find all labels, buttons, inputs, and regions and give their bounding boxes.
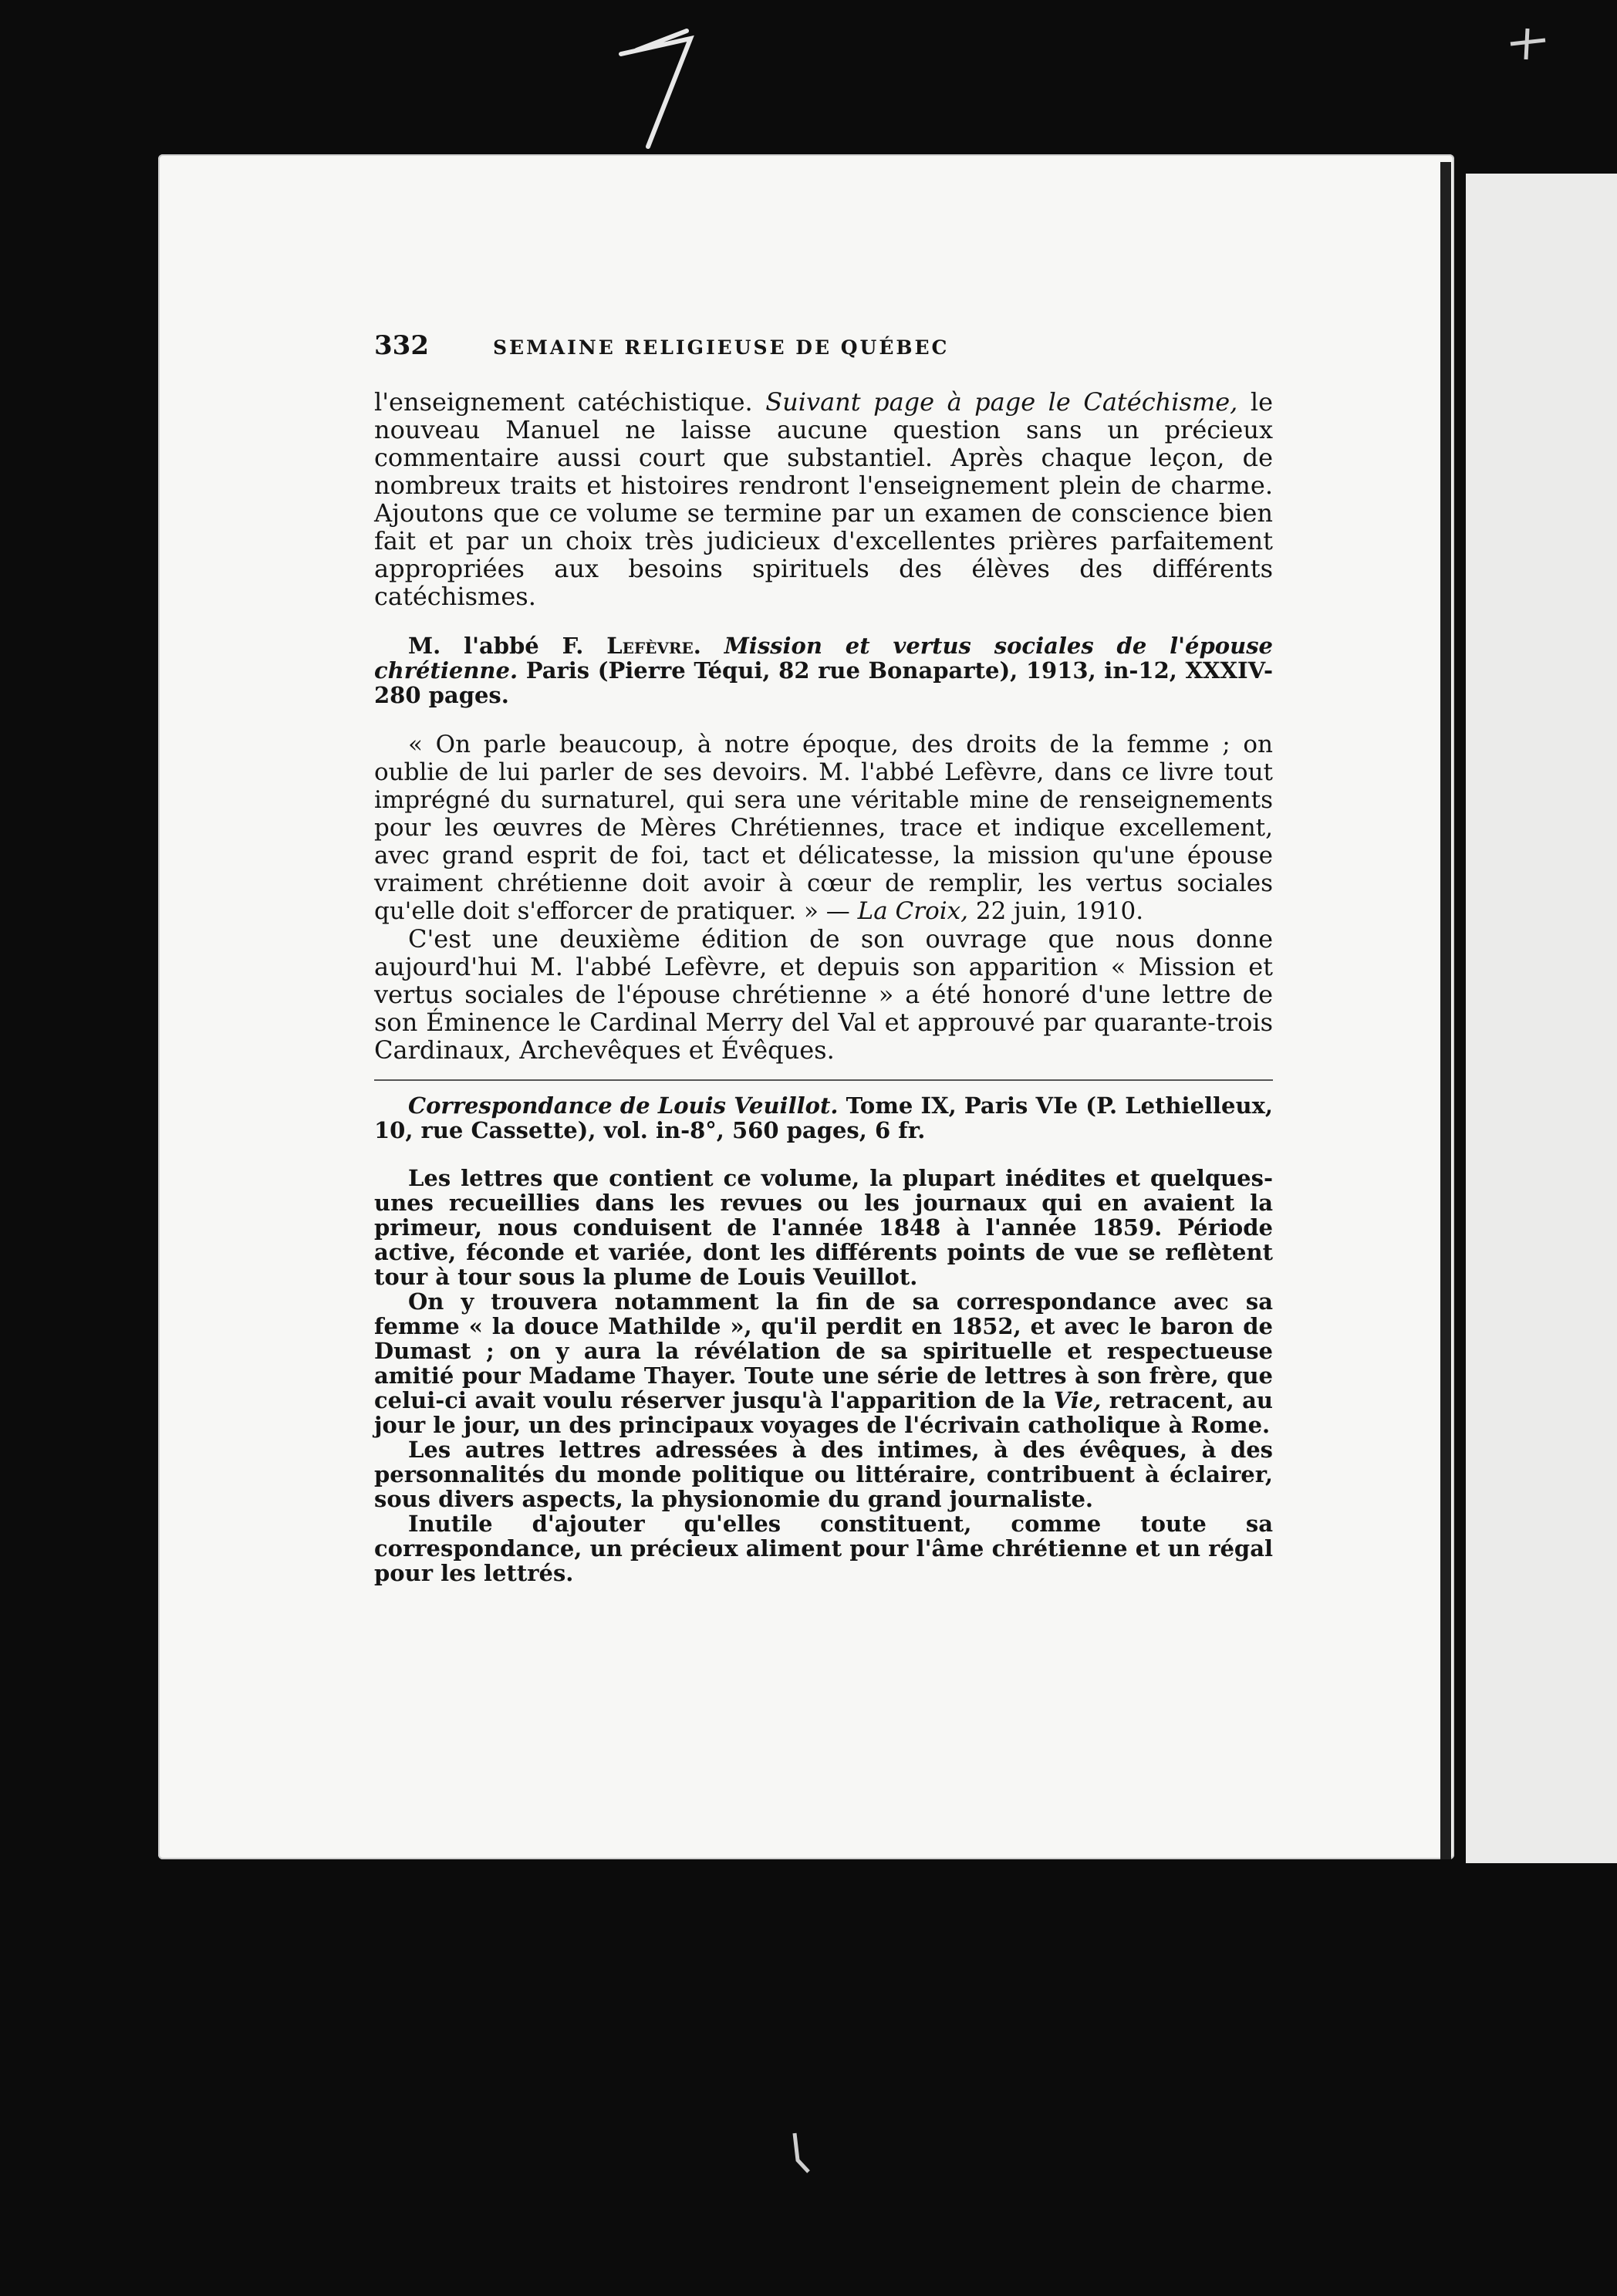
entry1-citation <box>374 633 1273 707</box>
page-content <box>374 332 1273 1585</box>
page-number: 332 <box>374 330 429 361</box>
intro-italic: Suivant page à page le Catéchisme, <box>765 387 1238 417</box>
page-edge <box>1440 162 1451 1859</box>
intro-text-a: l'enseignement catéchistique. <box>374 387 766 417</box>
entry2-p2-text-b: retracent, au jour le jour, un des principaux voyages de l'écrivain catholique à Rome. <box>374 1387 1273 1438</box>
intro-paragraph <box>374 388 1273 610</box>
entry2-citation <box>374 1093 1273 1143</box>
entry1-paragraph: C'est une deuxième édition de son ouvrage que nous donne aujourd'hui M. l'abbé Lefèvre, et depuis son apparition « Mission et vertus sociales de l'épouse chrétienne » a été honoré d'une lettre de son Éminence le Cardinal Merry del Val et approuvé par quarante-trois Cardinaux, Archevêques et Évêques. <box>374 924 1273 1065</box>
entry1-author-name: Lefèvre. <box>606 633 701 659</box>
entry1-author-prefix: M. l'abbé F. <box>408 633 607 659</box>
entry1-publication: Paris (Pierre Téqui, 82 rue Bonaparte), 1913, in-12, XXXIV-280 pages. <box>374 657 1273 708</box>
entry1-quote <box>374 731 1273 925</box>
entry1-quote-text: « On parle beaucoup, à notre époque, des droits de la femme ; on oublie de lui parler de ses devoirs. M. l'abbé Lefèvre, dans ce livre tout imprégné du surnaturel, qui sera une véritable mine de renseignements pour les œuvres de Mères Chrétiennes, trace et indique excellement, avec grand esprit de foi, tact et délicatesse, la mission qu'une épouse vraiment chrétienne doit avoir à cœur de remplir, les vertus sociales qu'elle doit s'efforcer de pratiquer. » — <box>374 731 1273 925</box>
running-title: SEMAINE RELIGIEUSE DE QUÉBEC <box>493 336 950 359</box>
entry2-paragraph-3: Les autres lettres adressées à des intimes, à des évêques, à des personnalités du monde politique ou littéraire, contribuent à éclairer, sous divers aspects, la physionomie du grand journaliste. <box>374 1437 1273 1512</box>
entry2-publication: Tome IX, Paris VIe (P. Lethielleux, 10, rue Cassette), vol. in-8°, 560 pages, 6 fr. <box>374 1092 1273 1143</box>
entry1-quote-source: La Croix, <box>857 897 968 925</box>
entry2-title: Correspondance de Louis Veuillot. <box>408 1092 839 1119</box>
entry2-paragraph-4: Inutile d'ajouter qu'elles constituent, comme toute sa correspondance, un précieux aliment pour l'âme chrétienne et un régal pour les lettrés. <box>374 1511 1273 1586</box>
intro-text-b: le nouveau Manuel ne laisse aucune question sans un précieux commentaire aussi court que substantiel. Après chaque leçon, de nombreux traits et histoires rendront l'enseignement plein de charme. Ajoutons que ce volume se termine par un examen de conscience bien fait et par un choix très judicieux d'excellentes prières parfaitement appropriées aux besoins spirituels des élèves des différents catéchismes. <box>374 387 1274 611</box>
handwritten-mark <box>613 23 706 150</box>
adjacent-page <box>1466 174 1617 1863</box>
section-divider <box>374 1079 1273 1081</box>
entry2-paragraph-1: Les lettres que contient ce volume, la plupart inédites et quelques-unes recueillies dans les revues ou les journaux qui en avaient la primeur, nous conduisent de l'année 1848 à l'année 1859. Période active, féconde et variée, dont les différents points de vue se reflètent tour à tour sous la plume de Louis Veuillot. <box>374 1165 1273 1290</box>
handwritten-cross <box>1503 25 1549 63</box>
entry1-title: Mission et vertus sociales de l'épouse chrétienne. <box>374 633 1273 684</box>
entry1-quote-date: 22 juin, 1910. <box>968 897 1144 925</box>
entry2-p2-italic: Vie, <box>1053 1387 1102 1413</box>
page-header <box>374 332 1273 362</box>
handwritten-tick <box>787 2129 818 2176</box>
entry2-p2-text-a: On y trouvera notamment la fin de sa correspondance avec sa femme « la douce Mathilde », qu'il perdit en 1852, et avec le baron de Dumast ; on y aura la révélation de sa spirituelle et respectueuse amitié pour Madame Thayer. Toute une série de lettres à son frère, que celui-ci avait voulu réserver jusqu'à l'apparition de la <box>374 1288 1273 1413</box>
entry2-paragraph-2 <box>374 1289 1273 1437</box>
